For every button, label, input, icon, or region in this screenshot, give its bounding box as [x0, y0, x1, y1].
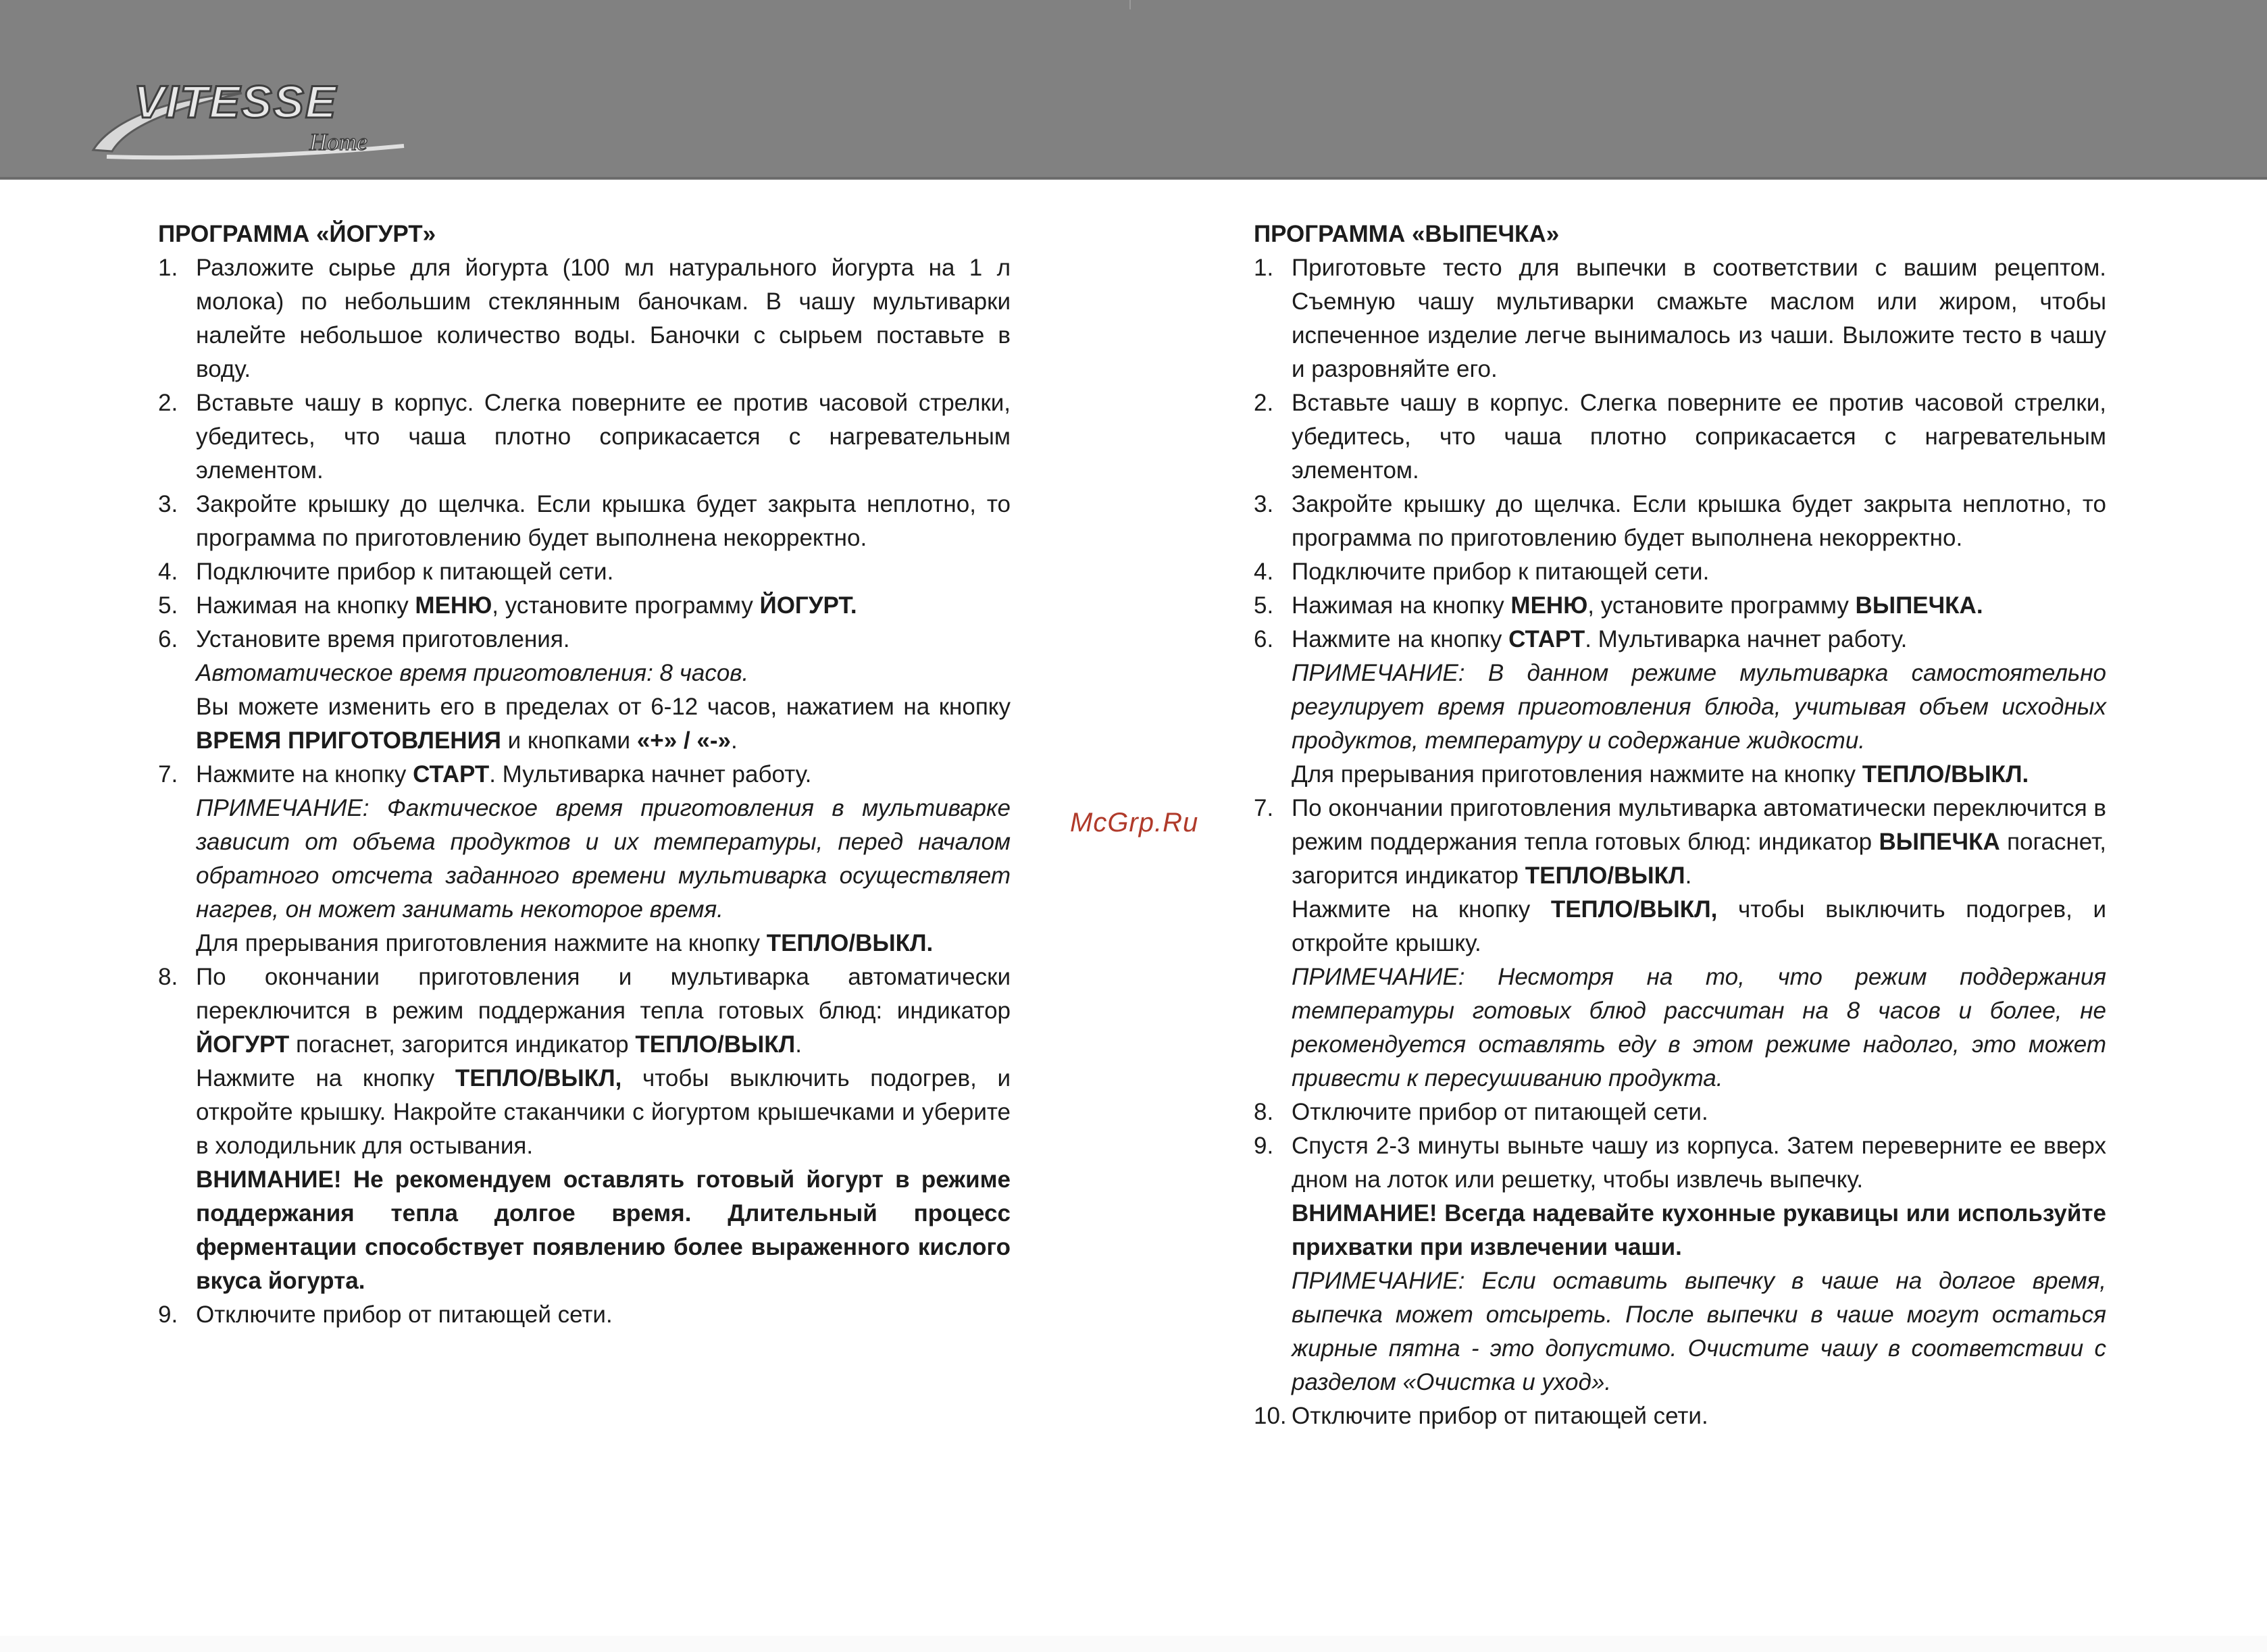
list-item: [158, 1298, 1011, 1332]
item-text: Приготовьте тесто для выпечки в соответствии с вашим рецептом. Съемную чашу мультиварки смажьте маслом или жиром, чтобы испеченное изделие легче вынималось из чаши. Выложите тесто в чашу и разровняйте его.: [1292, 255, 2106, 382]
note: ПРИМЕЧАНИЕ: Несмотря на то, что режим поддержания температуры готовых блюд рассчитан на 8 часов и более, не рекомендуется оставлять еду в этом режиме надолго, это может привести к пересушиванию продукта.: [1292, 964, 2106, 1091]
item-number: 4.: [1254, 559, 1274, 585]
item-text: погаснет, загорится индикатор: [1292, 829, 2106, 889]
item-number: 6.: [1254, 626, 1274, 652]
item-text: Для прерывания приготовления нажмите на кнопку: [196, 930, 767, 956]
item-number: 7.: [158, 761, 178, 788]
item-text: . Мультиварка начнет работу.: [1585, 626, 1908, 652]
note: ПРИМЕЧАНИЕ: В данном режиме мультиварка самостоятельно регулирует время приготовления блюда, учитывая объем исходных продуктов, температуру и содержание жидкости.: [1292, 660, 2106, 754]
item-text: Нажмите на кнопку: [196, 1065, 455, 1091]
item-text: Подключите прибор к питающей сети.: [196, 559, 614, 585]
warning: ВНИМАНИЕ! Всегда надевайте кухонные рукавицы или используйте прихватки при извлечении чаши.: [1292, 1200, 2106, 1260]
item-text: Отключите прибор от питающей сети.: [1292, 1403, 1708, 1429]
item-number: 9.: [158, 1301, 178, 1328]
item-text: Нажимая на кнопку: [196, 592, 415, 619]
item-text: Вставьте чашу в корпус. Слегка поверните ее против часовой стрелки, убедитесь, что чаша плотно соприкасается с нагревательным элементом.: [196, 390, 1011, 484]
item-text: По окончании приготовления и мультиварка автоматически переключится в режим поддержания тепла готовых блюд: индикатор: [196, 964, 1011, 1024]
item-number: 2.: [1254, 390, 1274, 416]
item-text: .: [1685, 862, 1692, 889]
item-text: Вставьте чашу в корпус. Слегка поверните ее против часовой стрелки, убедитесь, что чаша плотно соприкасается с нагревательным элементом.: [1292, 390, 2106, 484]
menu-button-ref: МЕНЮ: [1510, 592, 1588, 619]
item-text: , установите программу: [492, 592, 760, 619]
item-paragraph: [196, 1062, 1011, 1163]
note: ПРИМЕЧАНИЕ: Фактическое время приготовления в мультиварке зависит от объема продуктов и их температуры, перед началом обратного отсчета заданного времени мультиварка осуществляет нагрев, он может занимать некоторое время.: [196, 795, 1011, 923]
list-item: [1254, 386, 2106, 488]
time-button-ref: ВРЕМЯ ПРИГОТОВЛЕНИЯ: [196, 727, 501, 754]
note: ПРИМЕЧАНИЕ: Если оставить выпечку в чаше на долгое время, выпечка может отсыреть. После выпечки в чаше могут остаться жирные пятна - это допустимо. Очистите чашу в соответствии с разделом «Очистка и уход».: [1292, 1268, 2106, 1395]
item-paragraph: [1292, 758, 2106, 792]
item-text: Нажмите на кнопку: [196, 761, 413, 788]
section-title: ПРОГРАММА «ВЫПЕЧКА»: [1254, 221, 1560, 247]
item-text: Нажмите на кнопку: [1292, 626, 1509, 652]
page-header: [0, 0, 2267, 180]
item-number: 1.: [1254, 255, 1274, 281]
item-paragraph: [196, 927, 1011, 960]
item-number: 3.: [1254, 491, 1274, 517]
item-text: Закройте крышку до щелчка. Если крышка будет закрыта неплотно, то программа по приготовлению будет выполнена некорректно.: [196, 491, 1011, 551]
list-item: [158, 960, 1011, 1298]
list-item: [1254, 623, 2106, 792]
item-number: 2.: [158, 390, 178, 416]
item-paragraph: [196, 960, 1011, 1062]
logo-brand: VITESSE: [134, 76, 338, 128]
item-text: Для прерывания приготовления нажмите на кнопку: [1292, 761, 1862, 788]
start-button-ref: СТАРТ: [413, 761, 490, 788]
item-number: 7.: [1254, 795, 1274, 821]
item-number: 3.: [158, 491, 178, 517]
item-text: . Мультиварка начнет работу.: [489, 761, 812, 788]
item-paragraph: [1292, 893, 2106, 960]
item-number: 5.: [158, 592, 178, 619]
fold-mark: [1129, 0, 1131, 9]
item-text: Нажмите на кнопку: [1292, 896, 1551, 923]
list-item: [158, 555, 1011, 589]
indicator-ref: ЙОГУРТ: [196, 1031, 290, 1058]
list-item: [1254, 555, 2106, 589]
item-text: Спустя 2-3 минуты выньте чашу из корпуса. Затем переверните ее вверх дном на лоток или решетку, чтобы извлечь выпечку.: [1292, 1133, 2106, 1193]
item-text: чтобы выключить подогрев, и откройте крышку.: [1292, 896, 2106, 956]
vitesse-logo: [86, 70, 411, 165]
auto-time-note: Автоматическое время приготовления: 8 часов.: [196, 660, 749, 686]
item-number: 1.: [158, 255, 178, 281]
item-text: и кнопками: [501, 727, 637, 754]
indicator-ref: ВЫПЕЧКА: [1879, 829, 2000, 855]
item-text: Разложите сырье для йогурта (100 мл натурального йогурта на 1 л молока) по небольшим стеклянным баночкам. В чашу мультиварки налейте небольшое количество воды. Баночки с сырьем поставьте в воду.: [196, 255, 1011, 382]
plus-minus-ref: «+» / «-»: [636, 727, 731, 754]
item-number: 10.: [1254, 1403, 1287, 1429]
warm-off-button-ref: ТЕПЛО/ВЫКЛ,: [1550, 896, 1718, 923]
item-number: 6.: [158, 626, 178, 652]
list-item: [1254, 1399, 2106, 1433]
item-number: 9.: [1254, 1133, 1274, 1159]
item-number: 4.: [158, 559, 178, 585]
instruction-list: [1254, 251, 2106, 1433]
watermark: McGrp.Ru: [1070, 808, 1199, 837]
warm-off-button-ref: ТЕПЛО/ВЫКЛ,: [455, 1065, 622, 1091]
program-name: ЙОГУРТ.: [759, 592, 857, 619]
item-text: Подключите прибор к питающей сети.: [1292, 559, 1710, 585]
list-item: [1254, 1129, 2106, 1399]
program-name: ВЫПЕЧКА.: [1855, 592, 1983, 619]
item-text: Закройте крышку до щелчка. Если крышка будет закрыта неплотно, то программа по приготовлению будет выполнена некорректно.: [1292, 491, 2106, 551]
instruction-list: [158, 251, 1011, 1332]
list-item: [1254, 488, 2106, 555]
list-item: [1254, 251, 2106, 386]
list-item: [1254, 1095, 2106, 1129]
item-text: .: [730, 727, 738, 754]
item-number: 8.: [158, 964, 178, 990]
page-bottom-edge: [0, 1636, 2267, 1652]
list-item: [158, 758, 1011, 960]
list-item: [158, 623, 1011, 758]
item-text: погаснет, загорится индикатор: [289, 1031, 636, 1058]
indicator-ref: ТЕПЛО/ВЫКЛ: [1525, 862, 1685, 889]
list-item: [1254, 792, 2106, 1095]
list-item: [158, 386, 1011, 488]
yogurt-section: [158, 217, 1011, 1332]
item-number: 5.: [1254, 592, 1274, 619]
baking-section: [1254, 217, 2106, 1433]
list-item: [158, 589, 1011, 623]
item-text: Отключите прибор от питающей сети.: [196, 1301, 613, 1328]
item-paragraph: [1292, 792, 2106, 893]
item-text: , установите программу: [1587, 592, 1856, 619]
item-text: Вы можете изменить его в пределах от 6-12 часов, нажатием на кнопку: [196, 694, 1011, 720]
item-text: чтобы выключить подогрев, и откройте крышку. Накройте стаканчики с йогуртом крышечками и уберите в холодильник для остывания.: [196, 1065, 1011, 1159]
section-title: ПРОГРАММА «ЙОГУРТ»: [158, 221, 436, 247]
indicator-ref: ТЕПЛО/ВЫКЛ: [635, 1031, 796, 1058]
item-paragraph: [196, 690, 1011, 758]
item-text: .: [795, 1031, 802, 1058]
warning: ВНИМАНИЕ! Не рекомендуем оставлять готовый йогурт в режиме поддержания тепла долгое время. Длительный процесс ферментации способствует появлению более выраженного кислого вкуса йогурта.: [196, 1166, 1011, 1294]
logo-sub: Home: [309, 128, 367, 155]
item-number: 8.: [1254, 1099, 1274, 1125]
list-item: [158, 251, 1011, 386]
item-text: Установите время приготовления.: [196, 626, 570, 652]
item-paragraph: [196, 758, 1011, 792]
list-item: [1254, 589, 2106, 623]
warm-off-button-ref: ТЕПЛО/ВЫКЛ.: [1862, 761, 2029, 788]
item-text: По окончании приготовления мультиварка автоматически переключится в режим поддержания тепла готовых блюд: индикатор: [1292, 795, 2106, 855]
list-item: [158, 488, 1011, 555]
item-text: Отключите прибор от питающей сети.: [1292, 1099, 1708, 1125]
item-text: Нажимая на кнопку: [1292, 592, 1511, 619]
item-paragraph: [1292, 623, 2106, 656]
menu-button-ref: МЕНЮ: [415, 592, 492, 619]
start-button-ref: СТАРТ: [1508, 626, 1585, 652]
warm-off-button-ref: ТЕПЛО/ВЫКЛ.: [766, 930, 934, 956]
